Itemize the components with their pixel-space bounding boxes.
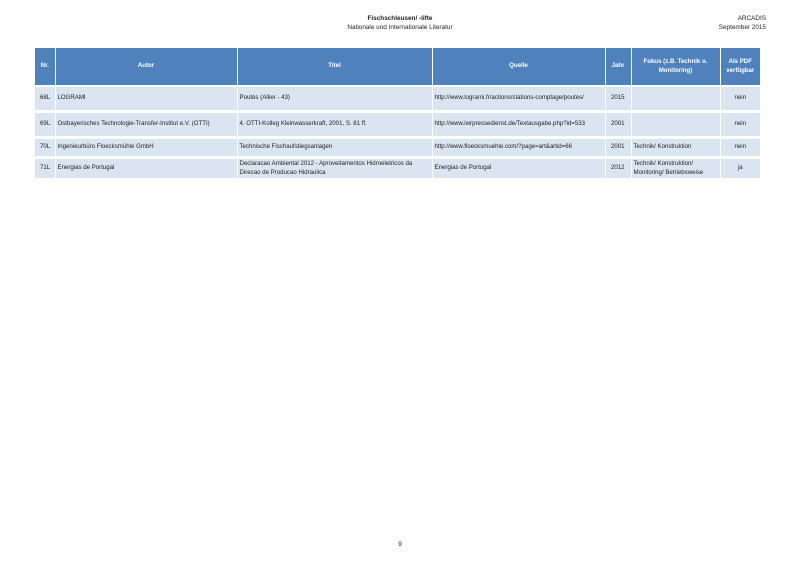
- cell-pdf: nein: [720, 139, 760, 157]
- document-title: Fischschleusen/ -lifte: [367, 15, 433, 22]
- cell-autor: Energias de Portugal: [55, 159, 237, 179]
- company-name: ARCADIS: [737, 15, 766, 22]
- cell-titel: Poutès (Allier - 43): [237, 87, 432, 111]
- table-row: [35, 87, 760, 111]
- cell-titel: Declaracao Ambiental 2012 - Aproveitamentos Hidroeletricos da Direcao de Producao Hidraulica: [237, 159, 432, 179]
- column-header-jahr: Jahr: [605, 48, 631, 85]
- cell-fokus: Technik/ Konstruktion: [631, 139, 720, 157]
- cell-nr: 68L: [35, 87, 55, 111]
- cell-fokus: [631, 113, 720, 137]
- cell-quelle: http://www.iwrpressedienst.de/Textausgabe.php?id=533: [432, 113, 605, 137]
- column-header-autor: Autor: [55, 48, 237, 85]
- table-row: [35, 139, 760, 157]
- cell-jahr: 2001: [605, 139, 631, 157]
- cell-nr: 70L: [35, 139, 55, 157]
- cell-pdf: nein: [720, 87, 760, 111]
- cell-titel: Technische Fischaufstiegsanlagen: [237, 139, 432, 157]
- cell-autor: LOGRAMI: [55, 87, 237, 111]
- cell-quelle: http://www.logrami.fr/actions/stations-comptage/poutes/: [432, 87, 605, 111]
- cell-nr: 69L: [35, 113, 55, 137]
- cell-pdf: ja: [720, 159, 760, 179]
- document-subtitle: Nationale und Internationale Literatur: [347, 24, 453, 31]
- column-header-quelle: Quelle: [432, 48, 605, 85]
- table-row: [35, 159, 760, 179]
- cell-jahr: 2015: [605, 87, 631, 111]
- cell-pdf: nein: [720, 113, 760, 137]
- document-date: September 2015: [718, 24, 766, 31]
- cell-nr: 71L: [35, 159, 55, 179]
- cell-fokus: Technik/ Konstruktion/ Monitoring/ Betriebsweise: [631, 159, 720, 179]
- cell-jahr: 2001: [605, 113, 631, 137]
- column-header-pdf: Als PDF verfügbar: [720, 48, 760, 85]
- column-header-fokus: Fokus (z.B. Technik o. Monitoring): [631, 48, 720, 85]
- header-meta: [719, 14, 766, 32]
- cell-fokus: [631, 87, 720, 111]
- cell-titel: 4. OTTI-Kolleg Kleinwasserkraft, 2001, S. 81 ff.: [237, 113, 432, 137]
- column-header-nr: Nr.: [35, 48, 55, 85]
- page-number: 9: [398, 541, 402, 548]
- table-row: [35, 113, 760, 137]
- cell-quelle: Energias de Portugal: [432, 159, 605, 179]
- cell-jahr: 2012: [605, 159, 631, 179]
- cell-quelle: http://www.floecksmuehle.com/?page=art&artid=66: [432, 139, 605, 157]
- table-header-row: [35, 48, 760, 85]
- cell-autor: Ingenieurbüro Floecksmühle GmbH: [55, 139, 237, 157]
- document-header: [0, 14, 800, 32]
- cell-autor: Ostbayerisches Technologie-Transfer-Institut e.V. (OTTI): [55, 113, 237, 137]
- literature-table: [35, 48, 760, 179]
- column-header-titel: Titel: [237, 48, 432, 85]
